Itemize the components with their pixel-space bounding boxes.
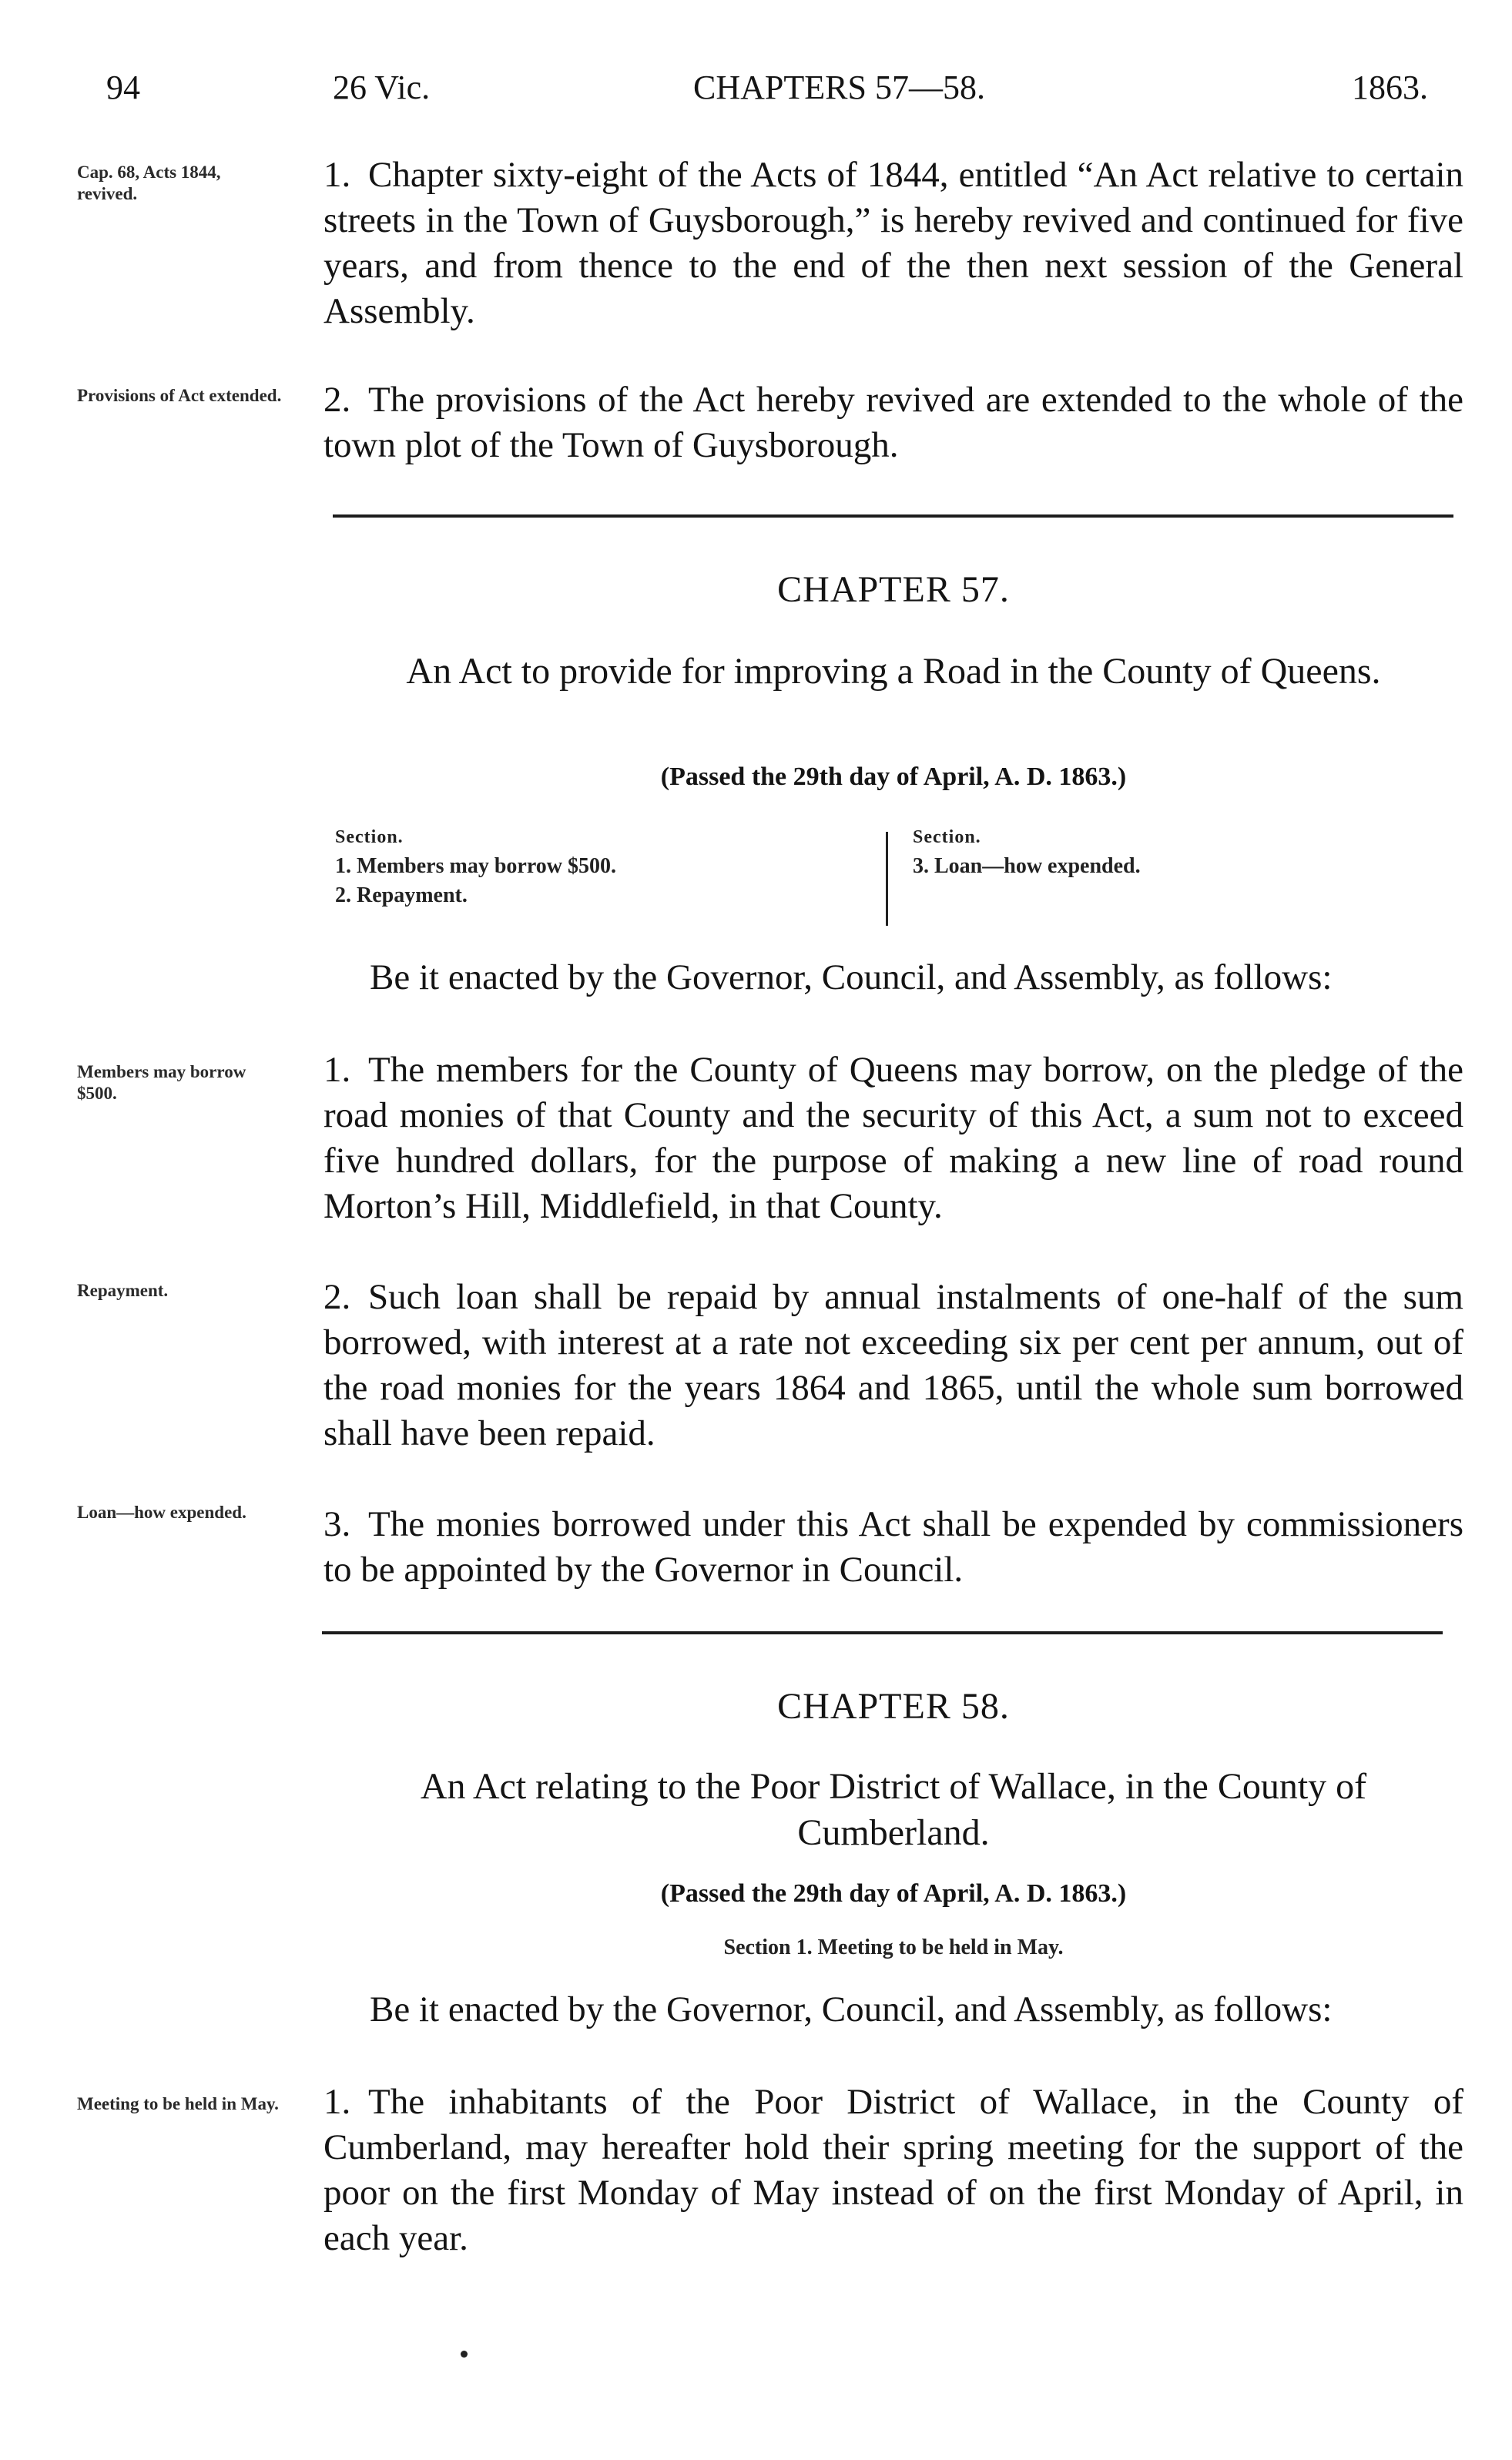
section-number: 1. [324, 1050, 351, 1090]
section-index: Section 1. Meeting to be held in May. [723, 1935, 1064, 1959]
chapter-title: CHAPTER 57. [777, 569, 1010, 610]
section-paragraph [324, 152, 1463, 334]
header-year: 1863. [1352, 69, 1428, 106]
section-index-separator [886, 832, 888, 926]
section-paragraph [324, 1502, 1463, 1593]
section-index-label: Section. [913, 827, 981, 847]
enacting-clause: Be it enacted by the Governor, Council, and Assembly, as follows: [370, 1989, 1333, 2029]
page-number: 94 [106, 69, 140, 106]
act-title: An Act relating to the Poor District of Wallace, in the County of Cumberland. [420, 1766, 1367, 1853]
section-number: 3. [324, 1504, 351, 1544]
section-index-label: Section. [335, 827, 404, 847]
section-index-right [913, 823, 1452, 881]
section-number: 1. [324, 155, 351, 195]
section-number: 1. [324, 2082, 351, 2122]
section-text: Chapter sixty-eight of the Acts of 1844, entitled “An Act relative to certain streets in the Town of Guysborough,” is hereby revived and continued for five years, and from thence to the end of the then next session of the General Assembly. [324, 155, 1463, 331]
section-text: The provisions of the Act hereby revived are extended to the whole of the town plot of the Town of Guysborough. [324, 380, 1463, 465]
margin-note: Provisions of Act extended. [77, 386, 282, 405]
margin-note: Repayment. [77, 1281, 169, 1300]
margin-note: Meeting to be held in May. [77, 2094, 279, 2113]
page-mark-dot [461, 2351, 468, 2358]
margin-note: Loan—how expended. [77, 1503, 246, 1522]
section-index-item: 2. Repayment. [335, 883, 468, 907]
section-index-item: 1. Members may borrow $500. [335, 854, 616, 878]
section-number: 2. [324, 380, 351, 420]
margin-note: Members may borrow $500. [77, 1062, 246, 1103]
section-paragraph [324, 1047, 1463, 1229]
section-index-item: 3. Loan—how expended. [913, 854, 1141, 878]
section-text: Such loan shall be repaid by annual instalments of one-half of the sum borrowed, with interest at a rate not exceeding six per cent per annum, out of the road monies for the years 1864 and 1865, until the whole sum borrowed shall have been repaid. [324, 1277, 1463, 1453]
section-text: The members for the County of Queens may borrow, on the pledge of the road monies of that County and the security of this Act, a sum not to exceed five hundred dollars, for the purpose of making a new line of road round Morton’s Hill, Middlefield, in that County. [324, 1050, 1463, 1226]
chapter-divider [333, 514, 1453, 518]
chapter-title: CHAPTER 58. [777, 1686, 1010, 1727]
section-text: The monies borrowed under this Act shall be expended by commissioners to be appointed by the Governor in Council. [324, 1504, 1463, 1590]
section-number: 2. [324, 1277, 351, 1317]
section-index-left [335, 823, 890, 910]
section-paragraph [324, 1275, 1463, 1456]
act-title: An Act to provide for improving a Road in the County of Queens. [406, 651, 1381, 692]
section-text: The inhabitants of the Poor District of Wallace, in the County of Cumberland, may hereafter hold their spring meeting for the support of the poor on the first Monday of May instead of on the first Monday of April, in each year. [324, 2082, 1463, 2258]
running-title: CHAPTERS 57—58. [693, 69, 985, 106]
passed-date: (Passed the 29th day of April, A. D. 1863.) [660, 1879, 1127, 1908]
section-paragraph [324, 2080, 1463, 2261]
passed-date: (Passed the 29th day of April, A. D. 1863.) [660, 762, 1127, 791]
section-paragraph [324, 377, 1463, 468]
chapter-divider [322, 1631, 1443, 1634]
enacting-clause: Be it enacted by the Governor, Council, and Assembly, as follows: [370, 957, 1333, 997]
regnal-year: 26 Vic. [333, 69, 431, 106]
margin-note: Cap. 68, Acts 1844, revived. [77, 163, 221, 203]
